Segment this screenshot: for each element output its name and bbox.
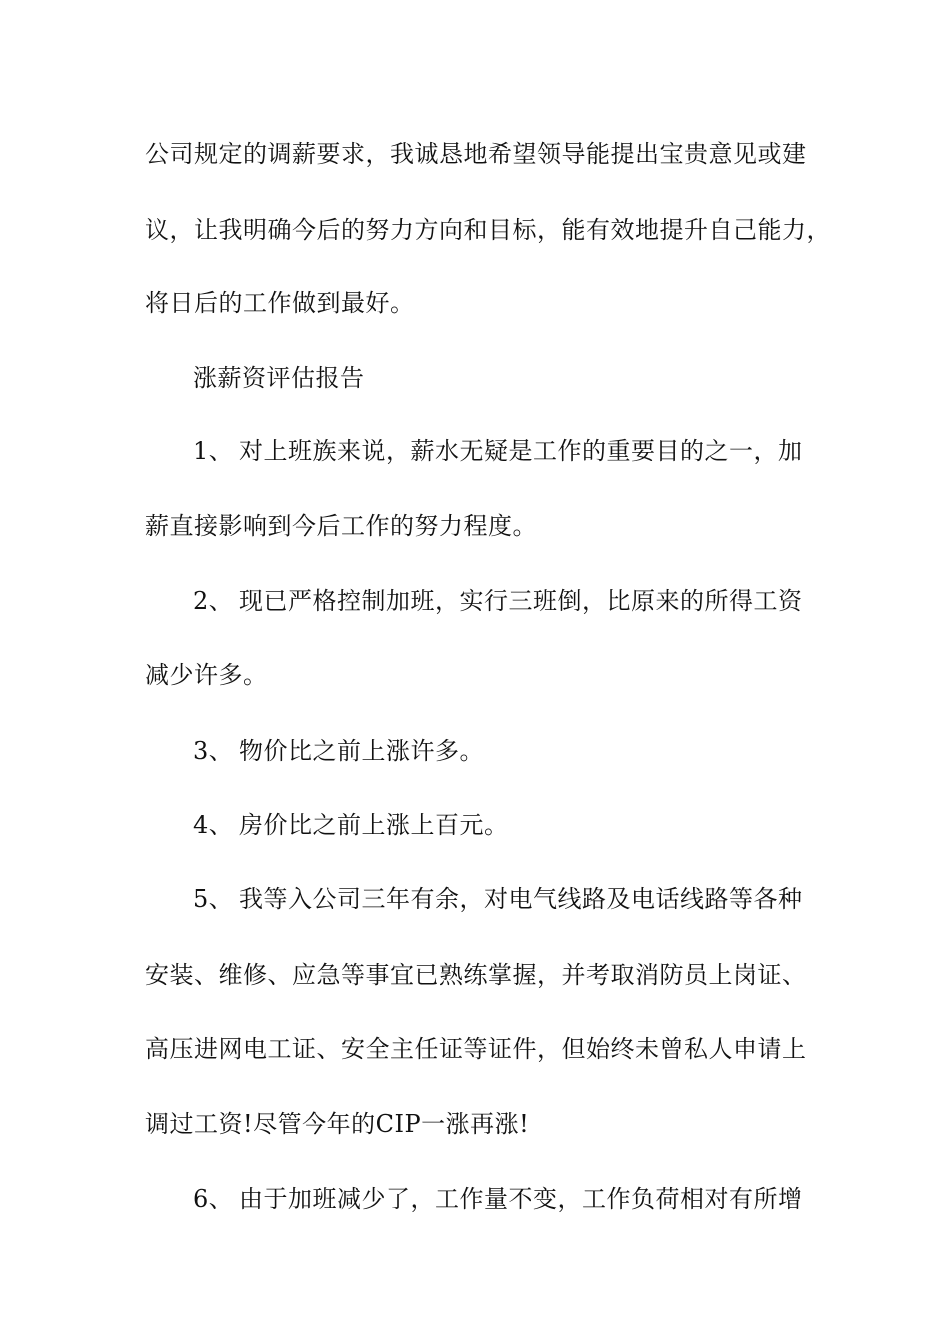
- paragraph-line: 将日后的工作做到最好。: [145, 289, 415, 317]
- item-number: 2、: [193, 587, 234, 615]
- section-title: 涨薪资评估报告: [193, 364, 365, 392]
- item-continuation: 薪直接影响到今后工作的努力程度。: [145, 512, 537, 540]
- item-continuation: 调过工资!尽管今年的CIP一涨再涨!: [145, 1110, 530, 1138]
- item-number: 3、: [193, 737, 234, 765]
- item-text: 对上班族来说，薪水无疑是工作的重要目的之一，加: [239, 437, 803, 465]
- paragraph-line: 议，让我明确今后的努力方向和目标，能有效地提升自己能力，: [145, 216, 831, 244]
- list-item: [193, 809, 873, 841]
- list-item: [193, 735, 873, 767]
- item-continuation: 安装、维修、应急等事宜已熟练掌握，并考取消防员上岗证、: [145, 961, 807, 989]
- item-text: 现已严格控制加班，实行三班倒，比原来的所得工资: [239, 587, 803, 615]
- list-item: [193, 883, 873, 915]
- list-item: [193, 585, 873, 617]
- item-continuation: 高压进网电工证、安全主任证等证件，但始终未曾私人申请上: [145, 1035, 807, 1063]
- item-number: 6、: [193, 1185, 234, 1213]
- item-text: 物价比之前上涨许多。: [239, 737, 484, 765]
- item-number: 5、: [193, 885, 234, 913]
- item-text: 由于加班减少了，工作量不变，工作负荷相对有所增: [239, 1185, 803, 1213]
- item-text: 我等入公司三年有余，对电气线路及电话线路等各种: [239, 885, 803, 913]
- item-number: 4、: [193, 811, 234, 839]
- item-continuation: 减少许多。: [145, 661, 268, 689]
- item-text: 房价比之前上涨上百元。: [239, 811, 509, 839]
- item-number: 1、: [193, 437, 234, 465]
- paragraph-line: 公司规定的调薪要求，我诚恳地希望领导能提出宝贵意见或建: [145, 140, 807, 168]
- list-item: [193, 435, 873, 467]
- list-item: [193, 1183, 873, 1215]
